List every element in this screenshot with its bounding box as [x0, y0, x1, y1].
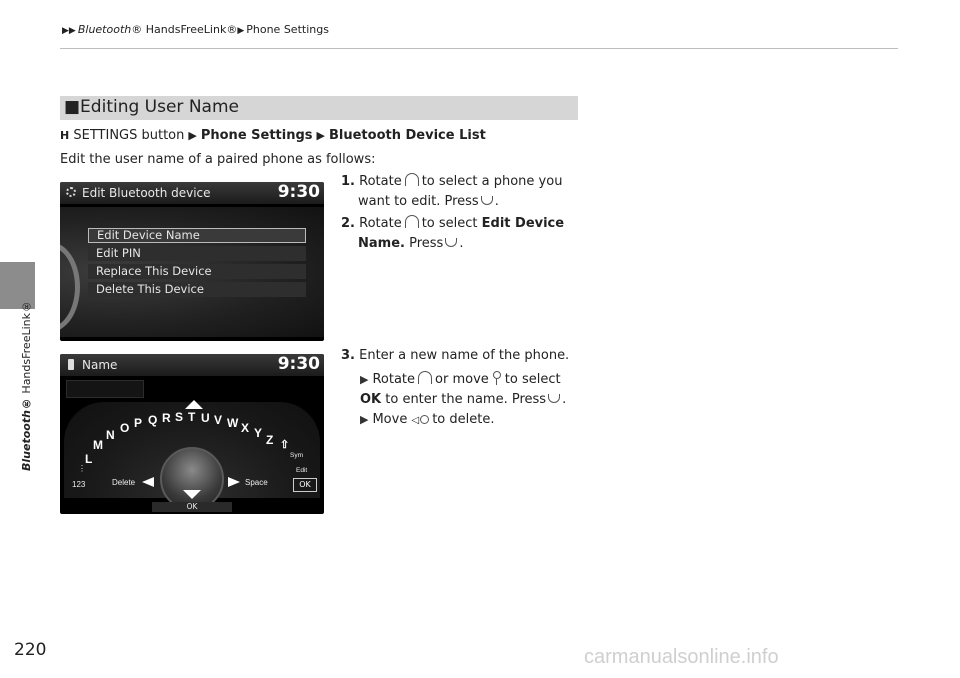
screen-header [60, 354, 324, 376]
section-heading [60, 96, 578, 120]
watermark: carmanualsonline.info [584, 646, 779, 668]
step-bold: Edit Device [481, 216, 565, 231]
key-letter[interactable]: T [188, 410, 196, 424]
screen-clock: 9:30 [277, 354, 320, 374]
key-letter[interactable]: Q [148, 413, 158, 427]
step-text: Rotate [359, 174, 402, 189]
step-text: to enter the name. Press [385, 392, 547, 407]
step-text: . [562, 392, 567, 407]
breadcrumb-arrows: ▶▶ [62, 26, 76, 36]
step-text: Move [372, 412, 408, 427]
right-arrow-icon [228, 477, 240, 487]
key-letter[interactable]: X [241, 421, 250, 435]
path-phone-settings: Phone Settings [200, 128, 313, 143]
step-3-sub-1 [360, 370, 600, 410]
key-letter[interactable]: W [227, 416, 239, 430]
chapter-label [20, 300, 34, 490]
move-left-icon: ◁ [411, 415, 420, 426]
dial-arc [60, 242, 80, 332]
key-edit[interactable]: Edit [296, 467, 308, 474]
phone-icon [68, 359, 74, 370]
breadcrumb-arrow: ▶ [237, 26, 245, 36]
settings-button-icon: H [60, 129, 70, 142]
selector-knob-icon [418, 371, 432, 384]
breadcrumb-phone-settings: Phone Settings [246, 23, 329, 36]
selector-knob-icon [405, 215, 419, 228]
key-letter[interactable]: R [162, 411, 171, 425]
step-bold: Name. [358, 236, 405, 251]
sub-arrow-icon: ▶ [360, 413, 369, 426]
joystick-icon [492, 371, 502, 385]
key-letter[interactable]: L [85, 452, 93, 466]
key-letter[interactable]: P [134, 416, 143, 430]
page-number: 220 [14, 640, 47, 660]
header-rule [60, 48, 898, 49]
key-ok[interactable]: OK [293, 478, 317, 492]
path-arrow-icon: ▶ [316, 129, 325, 142]
chapter-label-bluetooth: Bluetooth® [20, 397, 33, 471]
step-text: . [494, 194, 499, 209]
screen-name-entry [60, 354, 324, 514]
key-letter[interactable]: N [106, 428, 115, 442]
screen-title: Edit Bluetooth device [82, 186, 211, 200]
key-letter[interactable]: V [214, 413, 223, 427]
key-sym[interactable]: Sym [290, 452, 303, 459]
up-arrow-icon [185, 400, 203, 409]
sub-arrow-icon: ▶ [360, 373, 369, 386]
step-bold: OK [360, 392, 382, 407]
step-text: to select [421, 216, 478, 231]
down-arrow-icon [183, 490, 201, 499]
step-2 [341, 214, 591, 254]
screen-edit-bluetooth-device [60, 182, 324, 341]
key-letter[interactable]: S [175, 410, 184, 424]
step-text: Rotate [359, 216, 402, 231]
step-text: want to edit. Press [358, 194, 479, 209]
screen-clock: 9:30 [277, 182, 320, 202]
selector-knob-icon [405, 173, 419, 186]
step-text: Rotate [372, 372, 416, 387]
intro-text: Edit the user name of a paired phone as follows: [60, 152, 376, 167]
step-text: to select a phone you [421, 174, 563, 189]
shift-icon[interactable]: ⇧ [280, 439, 290, 451]
step-3 [341, 346, 601, 366]
step-text: to delete. [432, 412, 495, 427]
key-letter[interactable]: U [201, 411, 210, 425]
name-input[interactable] [66, 380, 144, 398]
step-3-sub-2 [360, 410, 600, 431]
screen-header [60, 182, 324, 204]
step-text: to select [504, 372, 561, 387]
path-start: SETTINGS button [73, 128, 185, 143]
section-title: ■Editing User Name [64, 97, 239, 117]
key-letter[interactable]: O [120, 421, 130, 435]
menu-path [60, 128, 486, 143]
key-space[interactable]: Space [245, 478, 268, 487]
menu-delete-device[interactable]: Delete This Device [88, 282, 306, 297]
key-letter[interactable]: M [93, 438, 103, 452]
key-letter[interactable]: Z [266, 433, 274, 447]
menu-edit-pin[interactable]: Edit PIN [88, 246, 306, 261]
key-letter[interactable]: Y [254, 426, 263, 440]
chapter-label-rest: HandsFreeLink® [20, 300, 33, 398]
press-icon [481, 196, 493, 205]
step-number: 2. [341, 216, 355, 231]
step-text: . [459, 236, 464, 251]
step-number: 1. [341, 174, 355, 189]
step-number: 3. [341, 348, 355, 363]
path-arrow-icon: ▶ [188, 129, 197, 142]
path-bluetooth-device-list: Bluetooth Device List [329, 128, 486, 143]
left-arrow-icon [142, 477, 154, 487]
breadcrumb [62, 23, 329, 36]
menu-replace-device[interactable]: Replace This Device [88, 264, 306, 279]
settings-gear-icon [66, 187, 76, 197]
screen-title: Name [82, 358, 118, 372]
step-text: Press [409, 236, 444, 251]
dots-indicator-icon: ⋮ [78, 464, 86, 473]
breadcrumb-bluetooth: Bluetooth [77, 23, 132, 36]
step-text: or move [435, 372, 489, 387]
key-numbers[interactable]: 123 [72, 480, 86, 489]
knob-dial-icon [420, 415, 429, 424]
key-delete[interactable]: Delete [112, 478, 136, 487]
ok-bar[interactable]: OK [152, 502, 232, 512]
menu-edit-device-name[interactable]: Edit Device Name [88, 228, 306, 243]
breadcrumb-handsfreelink: ® HandsFreeLink® [131, 23, 238, 36]
press-icon [548, 394, 560, 403]
press-icon [445, 238, 457, 247]
step-text: Enter a new name of the phone. [359, 348, 570, 363]
step-1 [341, 172, 591, 212]
screen-panel [60, 207, 324, 337]
